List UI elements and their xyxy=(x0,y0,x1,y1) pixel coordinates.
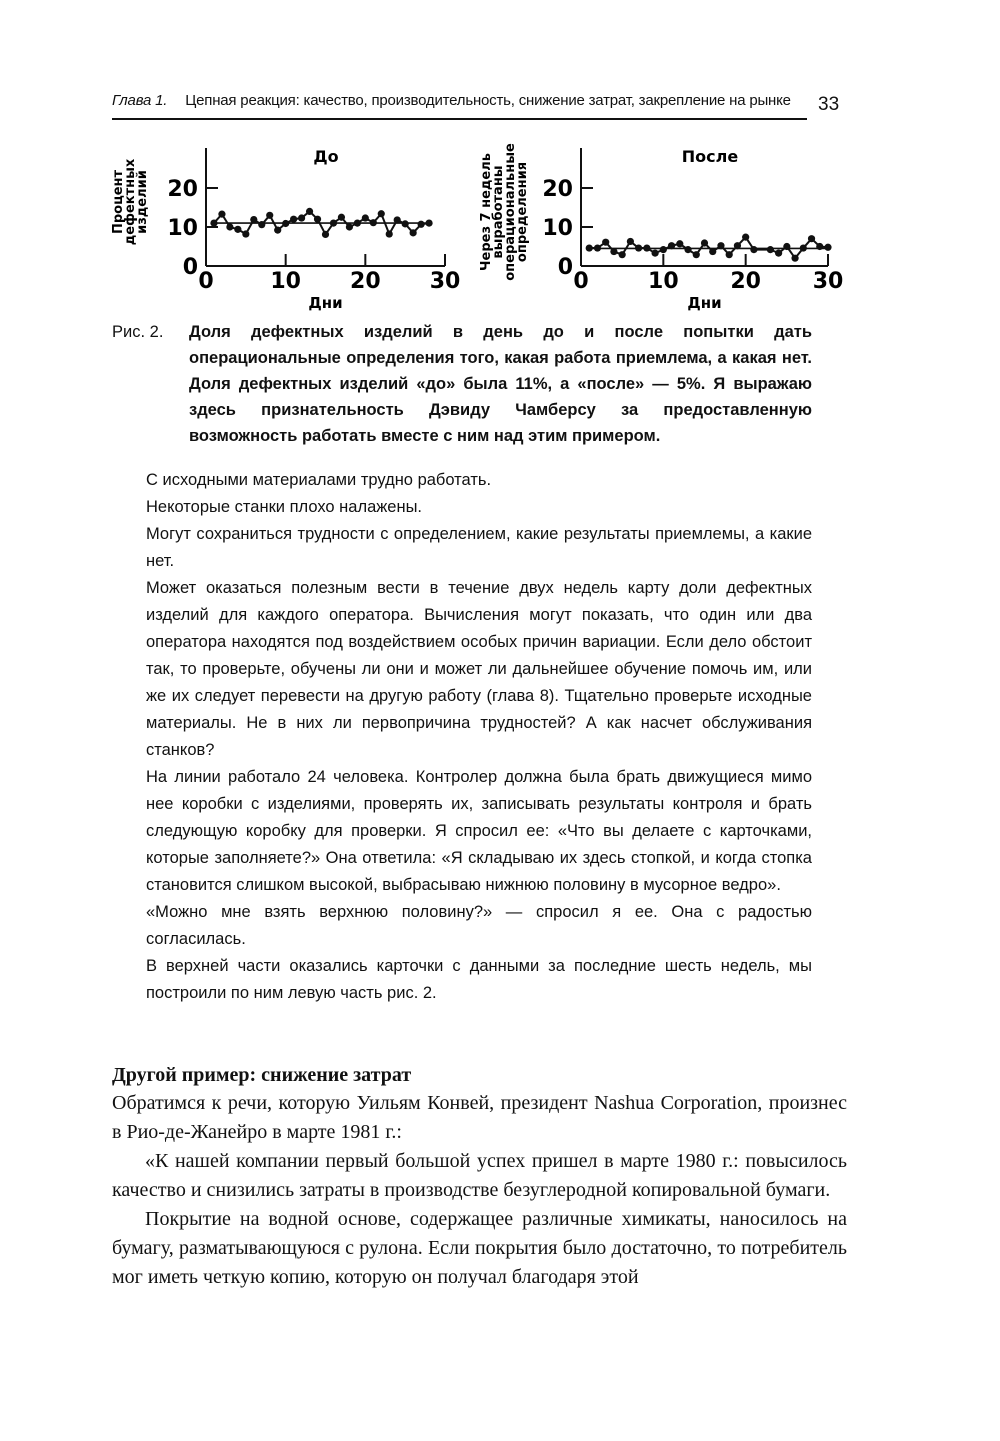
list-item: С исходными материалами трудно работать. xyxy=(146,471,492,489)
chapter-title: Цепная реакция: качество, производительность, снижение затрат, закрепление на рынке xyxy=(185,92,791,109)
data-point xyxy=(298,214,305,221)
paragraph: Обратимся к речи, которую Уильям Конвей, президент Nashua Corporation, произнес в Рио-де-Жанейро в марте 1981 г.: xyxy=(112,1092,847,1143)
y-tick-label: 20 xyxy=(167,177,198,202)
data-point xyxy=(668,242,675,249)
data-point xyxy=(234,226,241,233)
y-axis-label: дефектных xyxy=(123,158,138,246)
y-axis-label: изделий xyxy=(135,170,150,234)
data-point xyxy=(282,220,289,227)
list-item: На линии работало 24 человека. Контролер должна была брать движущиеся мимо нее коробки с изделиями, проверять их, записывать результаты контроля и брать следующую коробку для проверки. Я спросил ее: «Что вы делаете с карточками, которые заполняете?» Она ответила: «Я складываю их здесь стопкой, и когда стопка становится слишком высокой, выбрасываю нижнюю половину в мусорное ведро». xyxy=(146,768,812,894)
chart-after xyxy=(479,143,843,312)
data-point xyxy=(701,239,708,246)
figure-charts xyxy=(100,140,860,312)
data-point xyxy=(338,214,345,221)
data-point xyxy=(386,230,393,237)
data-point xyxy=(314,216,321,223)
data-point xyxy=(410,229,417,236)
data-point xyxy=(824,244,831,251)
data-point xyxy=(394,216,401,223)
list-item: Могут сохраниться трудности с определением, какие результаты приемлемы, а какие нет. xyxy=(146,525,812,570)
data-point xyxy=(346,223,353,230)
x-axis-label: Дни xyxy=(687,294,722,312)
data-point xyxy=(594,244,601,251)
x-tick-label: 10 xyxy=(270,269,301,294)
y-tick-label: 10 xyxy=(542,216,573,241)
paragraph: «К нашей компании первый большой успех пришел в марте 1980 г.: повысилось качество и снизились затраты в производстве безуглеродной копировальной бумаги. xyxy=(112,1150,847,1201)
figure-caption-text: Доля дефектных изделий в день до и после попытки дать операциональные определения того, какая работа приемлема, а какая нет. Доля дефектных изделий «до» была 11%, а «после» — 5%. Я выражаю здесь признательность Дэвиду Чамберсу за предоставленную возможность работать вместе с ним над этим примером. xyxy=(189,323,812,445)
data-point xyxy=(322,231,329,238)
figure-caption xyxy=(112,319,812,449)
list-item: «Можно мне взять верхнюю половину?» — спросил я ее. Она с радостью согласилась. xyxy=(146,903,812,948)
y-axis-label: операциональные xyxy=(503,143,518,281)
data-point xyxy=(619,251,626,258)
chart-before xyxy=(111,147,460,312)
y-tick-label: 0 xyxy=(182,255,198,280)
x-axis-label: Дни xyxy=(308,294,343,312)
data-point xyxy=(418,221,425,228)
data-point xyxy=(378,210,385,217)
data-point xyxy=(800,244,807,251)
x-tick-label: 0 xyxy=(573,269,589,294)
y-axis-label: Процент xyxy=(111,169,126,235)
data-point xyxy=(586,244,593,251)
data-point xyxy=(610,248,617,255)
list-item: В верхней части оказались карточки с данными за последние шесть недель, мы построили по ним левую часть рис. 2. xyxy=(146,957,812,1002)
data-point xyxy=(783,243,790,250)
data-point xyxy=(274,227,281,234)
data-point xyxy=(808,235,815,242)
data-point xyxy=(767,246,774,253)
body-list xyxy=(146,467,812,1007)
data-point xyxy=(660,246,667,253)
data-point xyxy=(676,240,683,247)
data-point xyxy=(354,220,361,227)
y-axis-label: выработаны xyxy=(491,165,506,259)
data-point xyxy=(266,212,273,219)
running-head xyxy=(112,92,807,120)
data-point xyxy=(258,221,265,228)
data-point xyxy=(218,211,225,218)
section-cost-reduction xyxy=(112,1061,847,1292)
x-tick-label: 20 xyxy=(350,269,381,294)
y-tick-label: 0 xyxy=(557,255,573,280)
data-point xyxy=(210,220,217,227)
chart-title: После xyxy=(681,147,739,166)
y-tick-label: 10 xyxy=(167,216,198,241)
data-point xyxy=(402,220,409,227)
data-point xyxy=(684,246,691,253)
data-point xyxy=(742,234,749,241)
data-point xyxy=(734,242,741,249)
data-point xyxy=(330,220,337,227)
data-point xyxy=(250,216,257,223)
data-point xyxy=(226,223,233,230)
data-point xyxy=(602,239,609,246)
data-point xyxy=(709,248,716,255)
data-point xyxy=(425,220,432,227)
data-point xyxy=(717,242,724,249)
list-item: Может оказаться полезным вести в течение двух недель карту доли дефектных изделий для каждого оператора. Вычисления могут показать, что один или два оператора находятся под воздействием особых причин вариации. Если дело обстоит так, то проверьте, обучены ли они и может ли дальнейшее обучение помочь им, или же их следует перевести на другую работу (глава 8). Тщательно проверьте исходные материалы. Не в них ли первопричина трудностей? А как насчет обслуживания станков? xyxy=(146,579,812,759)
chapter-label: Глава 1. xyxy=(112,92,168,109)
list-item: Некоторые станки плохо налажены. xyxy=(146,498,423,516)
section-heading: Другой пример: снижение затрат xyxy=(112,1064,412,1086)
y-tick-label: 20 xyxy=(542,177,573,202)
data-point xyxy=(726,251,733,258)
data-point xyxy=(306,208,313,215)
data-point xyxy=(635,244,642,251)
data-point xyxy=(362,214,369,221)
x-tick-label: 10 xyxy=(648,269,679,294)
page-number: 33 xyxy=(818,94,840,115)
data-point xyxy=(627,238,634,245)
y-axis-label: Через 7 недель xyxy=(479,153,494,271)
data-point xyxy=(652,250,659,257)
x-tick-label: 30 xyxy=(812,269,844,294)
x-tick-label: 0 xyxy=(198,269,214,294)
data-point xyxy=(290,216,297,223)
data-point xyxy=(370,219,377,226)
x-tick-label: 20 xyxy=(730,269,761,294)
data-point xyxy=(816,243,823,250)
data-point xyxy=(693,251,700,258)
y-axis-label: определения xyxy=(515,161,530,263)
data-point xyxy=(242,230,249,237)
data-point xyxy=(750,246,757,253)
data-point xyxy=(775,250,782,257)
x-tick-label: 30 xyxy=(429,269,461,294)
figure-label: Рис. 2. xyxy=(112,323,164,341)
paragraph: Покрытие на водной основе, содержащее различные химикаты, наносилось на бумагу, разматывающуюся с рулона. Если покрытия было достаточно, то потребитель мог иметь четкую копию, которую он получал благодаря этой xyxy=(112,1208,847,1288)
data-point xyxy=(791,255,798,262)
data-point xyxy=(643,244,650,251)
chart-title: До xyxy=(313,147,339,166)
